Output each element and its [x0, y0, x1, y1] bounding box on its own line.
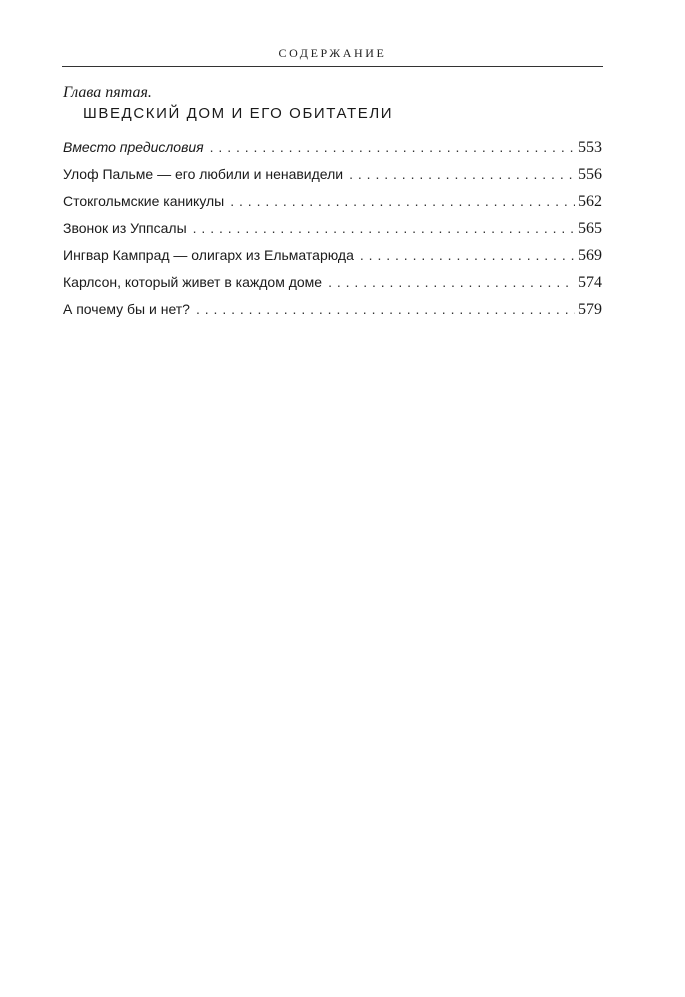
toc-entry[interactable]: [63, 269, 602, 296]
toc-entry-title: Вместо предисловия: [63, 139, 204, 155]
toc-page-number: 553: [578, 139, 602, 156]
toc-entry[interactable]: [63, 242, 602, 269]
toc-entry-title: А почему бы и нет?: [63, 301, 190, 317]
toc-entry[interactable]: [63, 215, 602, 242]
toc-page-number: 562: [578, 193, 602, 210]
toc-dot-leader: [360, 242, 575, 269]
chapter-title: ШВЕДСКИЙ ДОМ И ЕГО ОБИТАТЕЛИ: [83, 105, 394, 122]
toc-entry-title: Ингвар Кампрад — олигарх из Ельматарюда: [63, 247, 354, 263]
toc-dot-leader: [328, 269, 575, 296]
toc-page-number: 556: [578, 166, 602, 183]
toc-page-number: 569: [578, 247, 602, 264]
header-rule: [62, 66, 603, 67]
toc-entry[interactable]: [63, 134, 602, 161]
chapter-label: Глава пятая.: [63, 84, 152, 101]
toc-dot-leader: [196, 296, 575, 323]
toc-dot-leader: [210, 134, 575, 161]
toc-entry[interactable]: [63, 296, 602, 323]
toc-entry[interactable]: [63, 161, 602, 188]
table-of-contents: [63, 134, 602, 323]
toc-dot-leader: [230, 188, 575, 215]
running-head: СОДЕРЖАНИЕ: [278, 46, 387, 60]
toc-dot-leader: [349, 161, 575, 188]
toc-entry-title: Стокгольмские каникулы: [63, 193, 225, 209]
toc-entry-title: Улоф Пальме — его любили и ненавидели: [63, 166, 344, 182]
toc-page-number: 565: [578, 220, 602, 237]
toc-entry-title: Звонок из Уппсалы: [63, 220, 187, 236]
toc-entry[interactable]: [63, 188, 602, 215]
toc-entry-title: Карлсон, который живет в каждом доме: [63, 274, 323, 290]
toc-page-number: 579: [578, 301, 602, 318]
toc-dot-leader: [193, 215, 575, 242]
toc-page-number: 574: [578, 274, 602, 291]
